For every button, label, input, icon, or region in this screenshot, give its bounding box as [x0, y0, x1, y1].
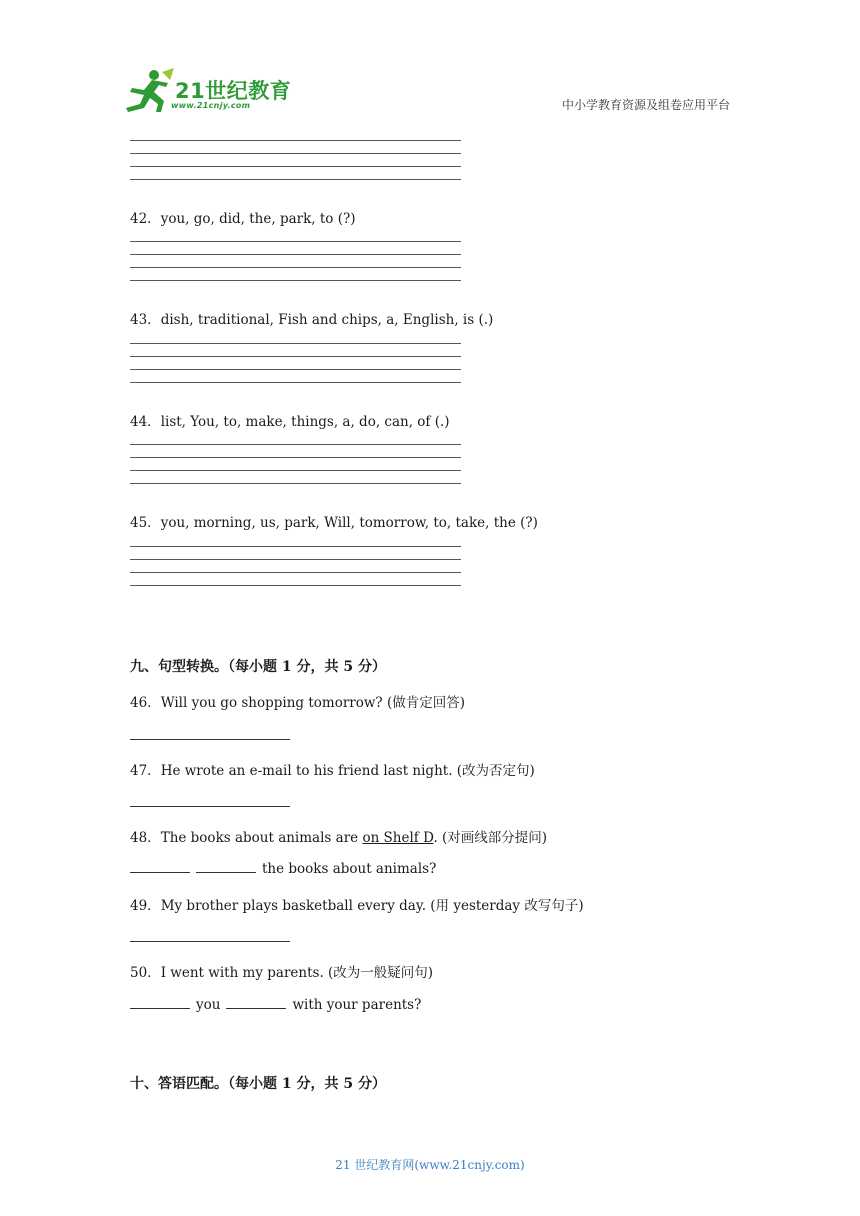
- section-title: 十、答语匹配。（每小题 1 分，共 5 分）: [130, 1076, 386, 1092]
- answer-lines: [130, 241, 461, 281]
- question-49: [130, 894, 584, 914]
- question-number: 46．: [130, 695, 161, 711]
- answer-line[interactable]: [130, 806, 290, 807]
- question-number: 45．: [130, 515, 161, 531]
- question-number: 47．: [130, 763, 161, 779]
- question-text: He wrote an e-mail to his friend last night. (改为否定句): [160, 763, 535, 779]
- blank[interactable]: [196, 860, 256, 873]
- question-number: 42．: [130, 211, 161, 227]
- question-43: [130, 308, 493, 328]
- question-46: [130, 691, 465, 711]
- question-number: 50．: [130, 965, 161, 981]
- answer-lines: [130, 343, 461, 383]
- answer-lines: [130, 546, 461, 586]
- question-text: you, go, did, the, park, to (?): [160, 211, 356, 227]
- question-text: Will you go shopping tomorrow? (做肯定回答): [160, 695, 465, 711]
- fill-in-50: [130, 996, 421, 1013]
- question-number: 44．: [130, 414, 161, 430]
- runner-icon: [122, 68, 174, 114]
- question-47: [130, 759, 535, 779]
- answer-line[interactable]: [130, 941, 290, 942]
- question-instruction: . (对画线部分提问): [433, 830, 548, 846]
- question-42: [130, 207, 355, 227]
- question-text: list, You, to, make, things, a, do, can, of (.): [160, 414, 450, 430]
- answer-tail: the books about animals?: [262, 861, 437, 877]
- logo-text: 21世纪教育: [175, 79, 292, 103]
- logo: [122, 68, 292, 118]
- question-text: you, morning, us, park, Will, tomorrow, to, take, the (?): [160, 515, 538, 531]
- fill-in-48: [130, 860, 436, 877]
- section-title: 九、句型转换。（每小题 1 分，共 5 分）: [130, 659, 386, 675]
- answer-line[interactable]: [130, 739, 290, 740]
- question-50: [130, 961, 433, 981]
- question-45: [130, 511, 538, 531]
- question-48: [130, 826, 547, 846]
- question-text: My brother plays basketball every day. (用 yesterday 改写句子): [160, 898, 584, 914]
- question-number: 48．: [130, 830, 161, 846]
- blank[interactable]: [130, 860, 190, 873]
- question-text: The books about animals are: [160, 830, 363, 846]
- platform-name: 中小学教育资源及组卷应用平台: [561, 98, 730, 112]
- question-text: dish, traditional, Fish and chips, a, English, is (.): [160, 312, 494, 328]
- footer: 21 世纪教育网(www.21cnjy.com): [335, 1158, 525, 1172]
- answer-tail: with your parents?: [292, 997, 422, 1013]
- question-number: 43．: [130, 312, 161, 328]
- question-text: I went with my parents. (改为一般疑问句): [160, 965, 434, 981]
- logo-url: www.21cnjy.com: [171, 101, 251, 110]
- underlined-text: on Shelf D: [362, 830, 434, 846]
- answer-lines: [130, 444, 461, 484]
- blank[interactable]: [130, 996, 190, 1009]
- answer-lines: [130, 140, 461, 180]
- question-number: 49．: [130, 898, 161, 914]
- question-44: [130, 410, 450, 430]
- answer-word: you: [196, 997, 221, 1013]
- blank[interactable]: [226, 996, 286, 1009]
